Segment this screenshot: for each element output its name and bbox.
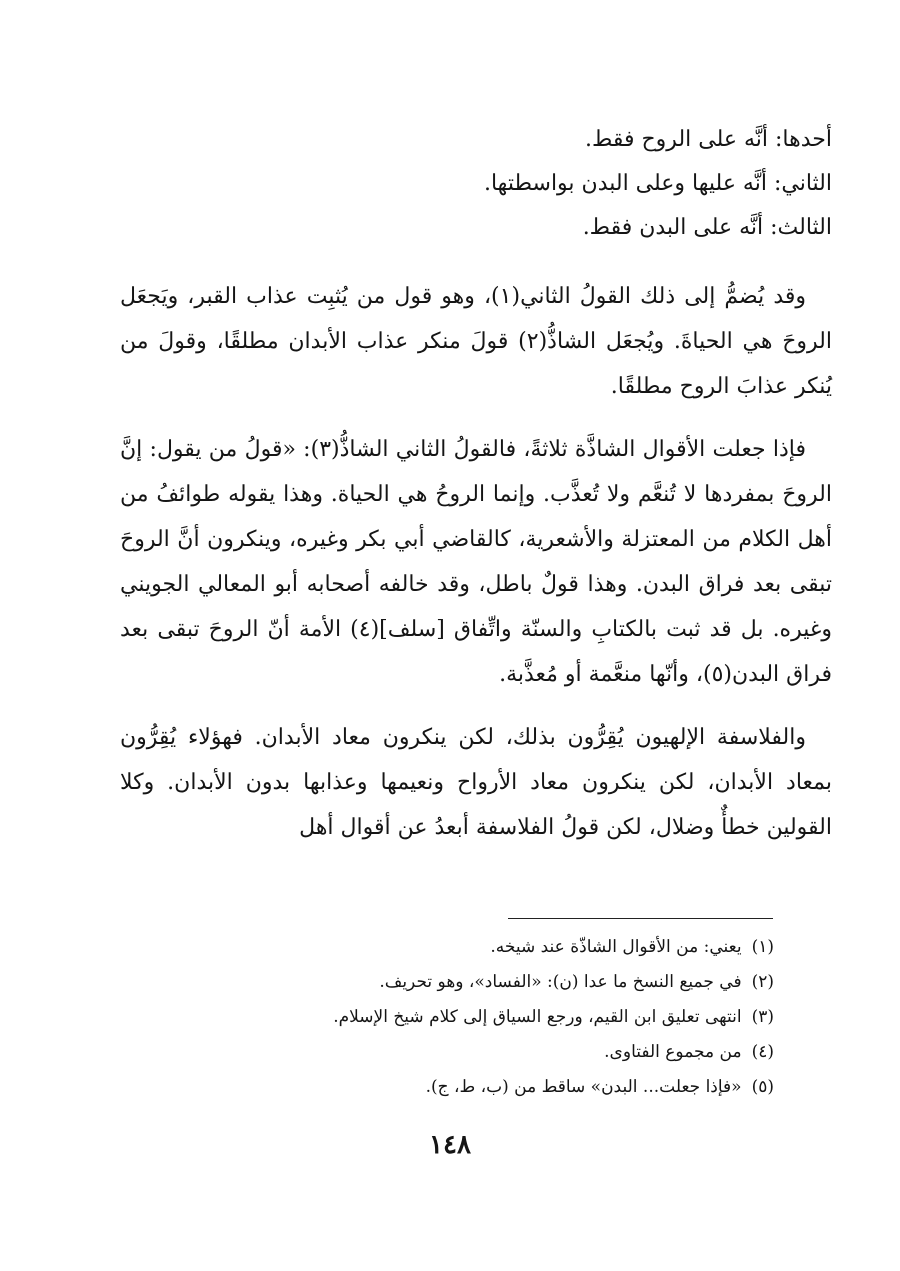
footnote-number: (٤)	[751, 1042, 774, 1062]
paragraph: فإذا جعلت الأقوال الشاذَّة ثلاثةً، فالقولُ الثاني الشاذُّ(٣): «قولُ من يقول: إنَّ الروحَ بمفردها لا تُنعَّم ولا تُعذَّب. وإنما الروحُ هي الحياة. وهذا يقوله طوائفُ من أهل الكلام من المعتزلة والأشعرية، كالقاضي أبي بكر وغيره، وينكرون أنَّ الروحَ تبقى بعد فراق البدن. وهذا قولٌ باطل، وقد خالفه أصحابه أبو المعالي الجويني وغيره. بل قد ثبت بالكتابِ والسنّة واتِّفاق [سلف](٤) الأمة أنّ الروحَ تبقى بعد فراق البدن(٥)، وأنّها منعَّمة أو مُعذَّبة.	[120, 437, 832, 687]
footnote	[300, 1070, 774, 1105]
footnote-text: يعني: من الأقوال الشاذّة عند شيخه.	[490, 937, 742, 957]
footnote-number: (٢)	[751, 972, 774, 992]
footnote-separator	[508, 918, 773, 919]
footnote	[300, 930, 774, 965]
footnote	[300, 1035, 774, 1070]
footnote-number: (٣)	[751, 1007, 774, 1027]
page-number: ١٤٨	[429, 1130, 471, 1160]
main-text	[120, 118, 832, 850]
footnote-text: من مجموع الفتاوى.	[604, 1042, 742, 1062]
footnote	[300, 965, 774, 1000]
text-line: الثالث: أنَّه على البدن فقط.	[582, 215, 832, 240]
footnote-text: انتهى تعليق ابن القيم، ورجع السياق إلى كلام شيخ الإسلام.	[333, 1007, 742, 1027]
footnotes	[300, 930, 774, 1105]
footnote-text: في جميع النسخ ما عدا (ن): «الفساد»، وهو تحريف.	[379, 972, 742, 992]
footnote	[300, 1000, 774, 1035]
footnote-number: (٥)	[751, 1077, 774, 1097]
paragraph: وقد يُضمُّ إلى ذلك القولُ الثاني(١)، وهو قول من يُثبِت عذاب القبر، ويَجعَل الروحَ هي الحياةَ. ويُجعَل الشاذُّ(٢) قولَ منكر عذاب الأبدان مطلقًا، وقولَ من يُنكر عذابَ الروح مطلقًا.	[120, 284, 832, 399]
footnote-text: «فإذا جعلت... البدن» ساقط من (ب، ط، ج).	[425, 1077, 742, 1097]
footnote-number: (١)	[751, 937, 774, 957]
text-line: أحدها: أنَّه على الروح فقط.	[584, 127, 832, 152]
paragraph: والفلاسفة الإلهيون يُقِرُّون بذلك، لكن ينكرون معاد الأبدان. فهؤلاء يُقِرُّون بمعاد الأبدان، لكن ينكرون معاد الأرواح ونعيمها وعذابها بدون الأبدان. وكلا القولين خطأٌ وضلال، لكن قولُ الفلاسفة أبعدُ عن أقوال أهل	[120, 725, 832, 840]
text-line: الثاني: أنَّه عليها وعلى البدن بواسطتها.	[483, 171, 832, 196]
